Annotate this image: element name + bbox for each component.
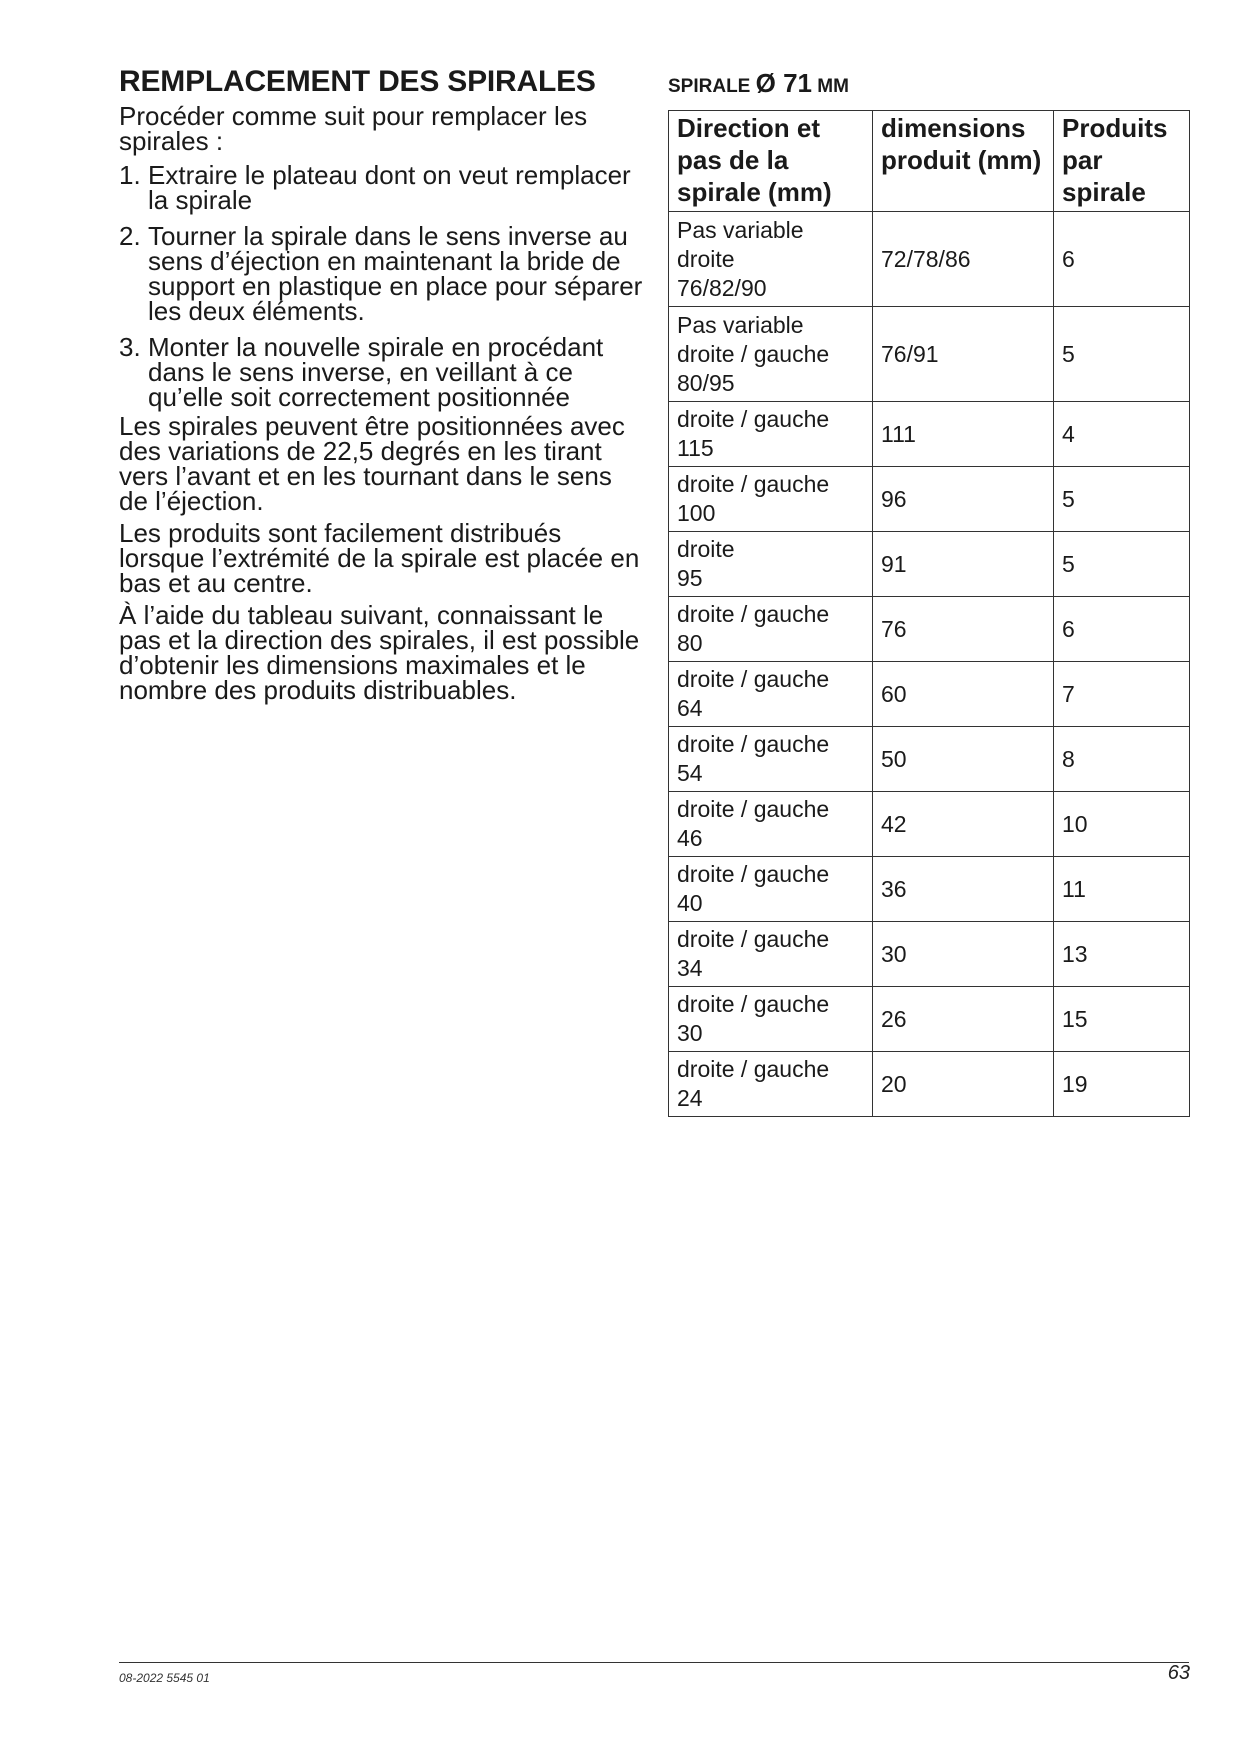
pitch-value: 80/95 — [677, 369, 735, 396]
cell-direction — [669, 402, 873, 467]
cell-products: 5 — [1054, 532, 1190, 597]
direction-label: droite / gauche — [677, 471, 830, 497]
direction-label-2: droite — [677, 245, 735, 272]
step-item — [119, 221, 647, 326]
table-row — [669, 467, 1190, 532]
step-text: Tourner la spirale dans le sens inverse au sens d’éjection en maintenant la bride de support en plastique en place pour séparer les deux éléments. — [148, 221, 643, 326]
pitch-value: 34 — [677, 955, 703, 981]
table-row — [669, 532, 1190, 597]
cell-dimensions: 50 — [873, 727, 1054, 792]
step-number: 1. — [119, 160, 141, 190]
steps-list — [119, 160, 647, 412]
table-header-row — [669, 111, 1190, 212]
cell-direction — [669, 987, 873, 1052]
pitch-value: 100 — [677, 500, 716, 526]
cell-direction — [669, 597, 873, 662]
footer-divider — [119, 1662, 1189, 1663]
header-products: Produits par spirale — [1054, 111, 1190, 212]
header-direction: Direction et pas de la spirale (mm) — [669, 111, 873, 212]
instructions-column — [119, 64, 647, 710]
direction-label-2: droite / gauche — [677, 340, 830, 367]
paragraph-table-usage: À l’aide du tableau suivant, connaissant le pas et la direction des spirales, il est possible d’obtenir les dimensions maximales et le nombre des produits distribuables. — [119, 600, 640, 705]
direction-label: Pas variable — [677, 216, 804, 243]
pitch-value: 40 — [677, 890, 703, 916]
cell-direction — [669, 532, 873, 597]
table-row — [669, 1052, 1190, 1117]
pitch-value: 95 — [677, 565, 703, 591]
cell-products: 13 — [1054, 922, 1190, 987]
table-row — [669, 792, 1190, 857]
table-row — [669, 212, 1190, 307]
step-number: 3. — [119, 332, 141, 362]
direction-label: droite / gauche — [677, 861, 830, 887]
cell-direction — [669, 662, 873, 727]
cell-products: 11 — [1054, 857, 1190, 922]
step-text: Monter la nouvelle spirale en procédant dans le sens inverse, en veillant à ce qu’elle soit correctement positionnée — [148, 332, 604, 412]
table-column — [668, 68, 1190, 1117]
direction-label: droite / gauche — [677, 601, 830, 627]
caption-diameter: Ø 71 — [755, 68, 813, 98]
intro-paragraph: Procéder comme suit pour remplacer les spirales : — [119, 101, 588, 156]
cell-dimensions: 96 — [873, 467, 1054, 532]
cell-products: 8 — [1054, 727, 1190, 792]
direction-label: droite / gauche — [677, 731, 830, 757]
cell-dimensions: 36 — [873, 857, 1054, 922]
table-row — [669, 727, 1190, 792]
table-row — [669, 402, 1190, 467]
cell-dimensions: 111 — [873, 402, 1054, 467]
cell-dimensions: 76 — [873, 597, 1054, 662]
pitch-value: 46 — [677, 825, 703, 851]
table-row — [669, 922, 1190, 987]
direction-label: Pas variable — [677, 311, 804, 338]
step-text: Extraire le plateau dont on veut remplacer la spirale — [148, 160, 631, 215]
direction-label: droite / gauche — [677, 406, 830, 432]
pitch-value: 24 — [677, 1085, 703, 1111]
spiral-spec-table — [668, 110, 1190, 1117]
pitch-value: 30 — [677, 1020, 703, 1046]
cell-products: 15 — [1054, 987, 1190, 1052]
cell-direction — [669, 307, 873, 402]
table-row — [669, 597, 1190, 662]
cell-direction — [669, 1052, 873, 1117]
table-row — [669, 307, 1190, 402]
cell-dimensions: 91 — [873, 532, 1054, 597]
cell-products: 6 — [1054, 597, 1190, 662]
paragraph-positioning: Les spirales peuvent être positionnées avec des variations de 22,5 degrés en les tirant vers l’avant et en les tournant dans le sens de l’éjection. — [119, 411, 625, 516]
cell-dimensions: 42 — [873, 792, 1054, 857]
document-code: 08-2022 5545 01 — [119, 1671, 210, 1685]
table-row — [669, 857, 1190, 922]
cell-products: 7 — [1054, 662, 1190, 727]
cell-direction — [669, 727, 873, 792]
cell-direction — [669, 792, 873, 857]
table-row — [669, 987, 1190, 1052]
cell-direction — [669, 467, 873, 532]
cell-products: 19 — [1054, 1052, 1190, 1117]
cell-dimensions: 26 — [873, 987, 1054, 1052]
cell-direction — [669, 922, 873, 987]
caption-unit: MM — [817, 76, 849, 97]
direction-label: droite / gauche — [677, 991, 830, 1017]
cell-products: 10 — [1054, 792, 1190, 857]
cell-products: 5 — [1054, 467, 1190, 532]
pitch-value: 54 — [677, 760, 703, 786]
cell-dimensions: 30 — [873, 922, 1054, 987]
cell-direction — [669, 857, 873, 922]
step-item — [119, 332, 647, 412]
direction-label: droite / gauche — [677, 1056, 830, 1082]
page-number: 63 — [1167, 1662, 1190, 1684]
caption-prefix: SPIRALE — [668, 76, 751, 97]
cell-products: 4 — [1054, 402, 1190, 467]
direction-label: droite / gauche — [677, 926, 830, 952]
cell-direction — [669, 212, 873, 307]
cell-products: 5 — [1054, 307, 1190, 402]
pitch-value: 115 — [677, 435, 714, 461]
table-row — [669, 662, 1190, 727]
header-dimensions: dimensions produit (mm) — [873, 111, 1054, 212]
step-number: 2. — [119, 221, 141, 251]
cell-dimensions: 76/91 — [873, 307, 1054, 402]
section-title: REMPLACEMENT DES SPIRALES — [119, 65, 596, 98]
cell-dimensions: 72/78/86 — [873, 212, 1054, 307]
table-caption — [668, 68, 1190, 102]
direction-label: droite / gauche — [677, 796, 830, 822]
step-item — [119, 160, 647, 215]
paragraph-distribution: Les produits sont facilement distribués lorsque l’extrémité de la spirale est placée en bas et au centre. — [119, 518, 640, 598]
direction-label: droite — [677, 536, 735, 562]
direction-label: droite / gauche — [677, 666, 830, 692]
pitch-value: 76/82/90 — [677, 274, 767, 301]
cell-dimensions: 60 — [873, 662, 1054, 727]
cell-dimensions: 20 — [873, 1052, 1054, 1117]
pitch-value: 80 — [677, 630, 703, 656]
pitch-value: 64 — [677, 695, 703, 721]
cell-products: 6 — [1054, 212, 1190, 307]
